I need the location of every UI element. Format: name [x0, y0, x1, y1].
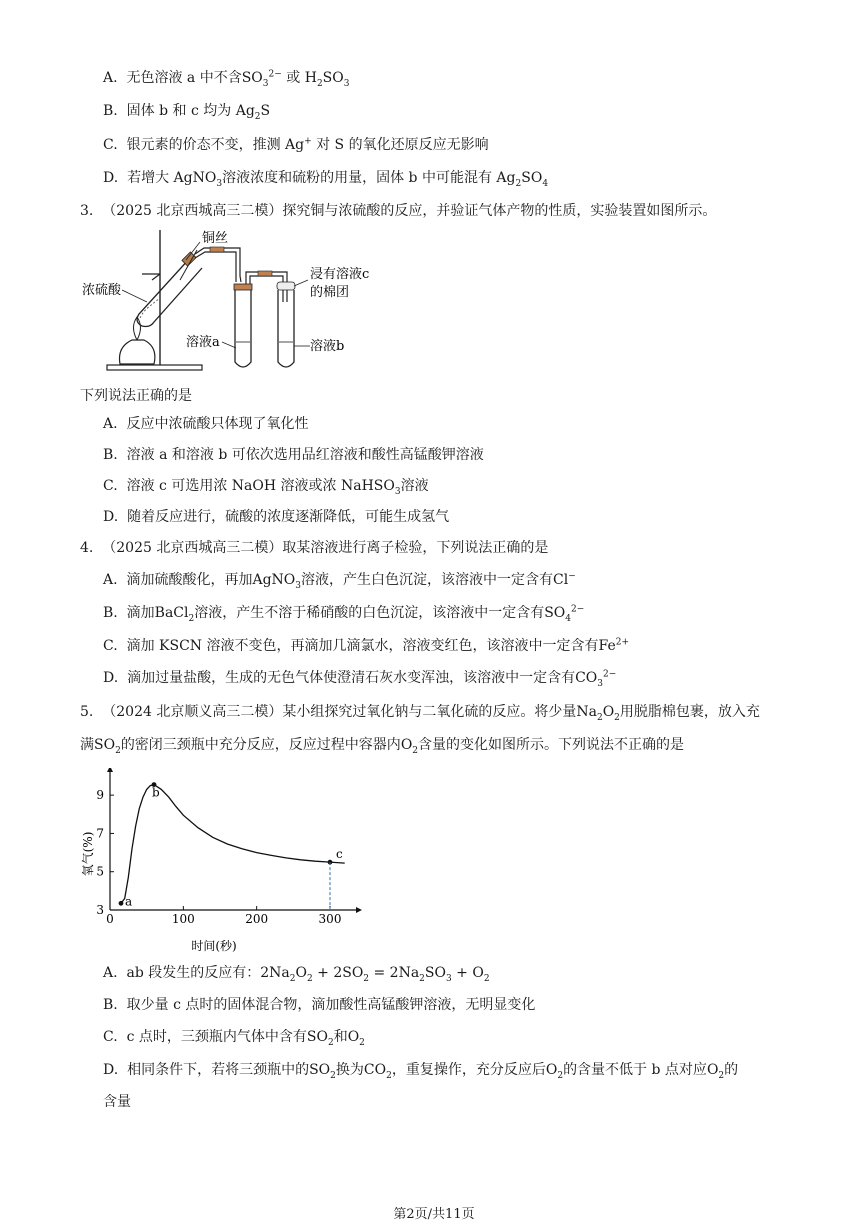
x-tick-label: 300 — [318, 912, 342, 926]
q5-option-b: B. 取少量 c 点时的固体混合物，滴加酸性高锰酸钾溶液，无明显变化 — [103, 997, 536, 1013]
alcohol-lamp — [120, 340, 155, 364]
stand-base — [107, 365, 202, 370]
delivery-tube-1 — [195, 248, 241, 282]
label-copper-wire: 铜丝 — [202, 231, 229, 246]
q5-option-d-cont: 含量 — [103, 1094, 131, 1110]
q3-option-c: C. 溶液 c 可选用浓 NaOH 溶液或浓 NaHSO$_3$溶液 — [103, 478, 429, 497]
q3-stem: 3. （2025 北京西城高三二模）探究铜与浓硫酸的反应，并验证气体产物的性质，实验装置如图所示。 — [80, 203, 717, 219]
label-cotton-1: 浸有溶液c — [310, 267, 370, 282]
q4-option-c: C. 滴加 KSCN 溶液不变色，再滴加几滴氯水，溶液变红色，该溶液中一定含有$Fe^{2+}$ — [103, 637, 630, 654]
label-soln-a: 溶液a — [186, 335, 220, 350]
q5-option-a: A. ab 段发生的反应有：$2Na_2O_2 + 2SO_2 = 2Na_2SO_3 + O_2$ — [103, 965, 490, 984]
chart-ticks — [96, 785, 342, 926]
x-axis-arrow — [356, 907, 362, 913]
y-axis-label: 氧气(%) — [81, 831, 95, 877]
y-axis-arrow — [107, 768, 113, 772]
point-label-b: b — [152, 785, 160, 800]
point-label-a: a — [125, 894, 133, 909]
x-axis-label: 时间(秒) — [191, 939, 237, 953]
q3-prompt: 下列说法正确的是 — [80, 388, 192, 404]
test-tube-b — [278, 290, 294, 367]
y-tick-label: 3 — [96, 903, 104, 917]
q3-option-b: B. 溶液 a 和溶液 b 可依次选用品红溶液和酸性高锰酸钾溶液 — [103, 447, 484, 463]
apparatus-diagram — [82, 222, 372, 382]
x-tick-label: 200 — [245, 912, 269, 926]
q5-option-c: C. c 点时，三颈瓶内气体中含有$SO_2$和$O_2$ — [103, 1029, 365, 1048]
q5-stem-line2: 满$SO_2$的密闭三颈瓶中充分反应，反应过程中容器内$O_2$含量的变化如图所示。下列说法不正确的是 — [80, 737, 685, 756]
q2-option-d: D. 若增大 AgNO$_3$溶液浓度和硫粉的用量，固体 b 中可能混有 $Ag_2SO_4$ — [103, 170, 549, 189]
chart-axes — [107, 768, 362, 913]
q2-option-c: C. 银元素的价态不变，推测 Ag+ 对 S 的氧化还原反应无影响 — [103, 136, 489, 153]
q4-stem: 4. （2025 北京西城高三二模）取某溶液进行离子检验，下列说法正确的是 — [80, 540, 549, 556]
page-footer: 第2页/共11页 — [393, 1207, 475, 1222]
point-a — [119, 901, 124, 906]
q3-option-a: A. 反应中浓硫酸只体现了氧化性 — [103, 416, 309, 432]
chart-points — [119, 782, 343, 910]
y-tick-label: 7 — [96, 826, 104, 841]
q3-option-d: D. 随着反应进行，硫酸的浓度逐渐降低，可能生成氢气 — [103, 509, 450, 525]
test-tube-a — [235, 290, 251, 367]
q4-option-a: A. 滴加硫酸酸化，再加AgNO$_3$溶液，产生白色沉淀，该溶液中一定含有Cl− — [103, 571, 576, 591]
label-soln-b: 溶液b — [310, 339, 345, 354]
q5-option-d: D. 相同条件下，若将三颈瓶中的$SO_2$换为$CO_2$，重复操作，充分反应后$O_2$的含量不低于 b 点对应$O_2$的 — [103, 1062, 739, 1081]
q4-option-b: B. 滴加BaCl$_2$溶液，产生不溶于稀硝酸的白色沉淀，该溶液中一定含有$SO_4^{2-}$ — [103, 604, 585, 624]
q2-option-b: B. 固体 b 和 c 均为 $Ag_2S$ — [103, 103, 271, 122]
x-tick-label: 100 — [171, 912, 195, 926]
y-tick-label: 9 — [96, 788, 104, 803]
point-label-c: c — [336, 847, 343, 862]
q4-option-d: D. 滴加过量盐酸，生成的无色气体使澄清石灰水变浑浊，该溶液中一定含有$CO_3^{2-}$ — [103, 669, 617, 689]
oxygen-content-chart — [72, 768, 362, 953]
label-cotton-2: 的棉团 — [310, 285, 350, 300]
x-tick-label: 0 — [106, 912, 114, 926]
label-conc-acid: 浓硫酸 — [82, 283, 122, 298]
reaction-tube — [137, 258, 202, 327]
stopper-a — [234, 284, 252, 290]
series-line — [121, 785, 345, 904]
q5-stem-line1: 5. （2024 北京顺义高三二模）某小组探究过氧化钠与二氧化硫的反应。将少量$Na_2O_2$用脱脂棉包裹，放入充 — [80, 704, 760, 723]
y-tick-label: 5 — [96, 864, 104, 879]
q2-option-a: A. 无色溶液 a 中不含$SO_3^{2-}$ 或 $H_2SO_3$ — [103, 69, 350, 89]
cotton-plug — [277, 282, 295, 290]
